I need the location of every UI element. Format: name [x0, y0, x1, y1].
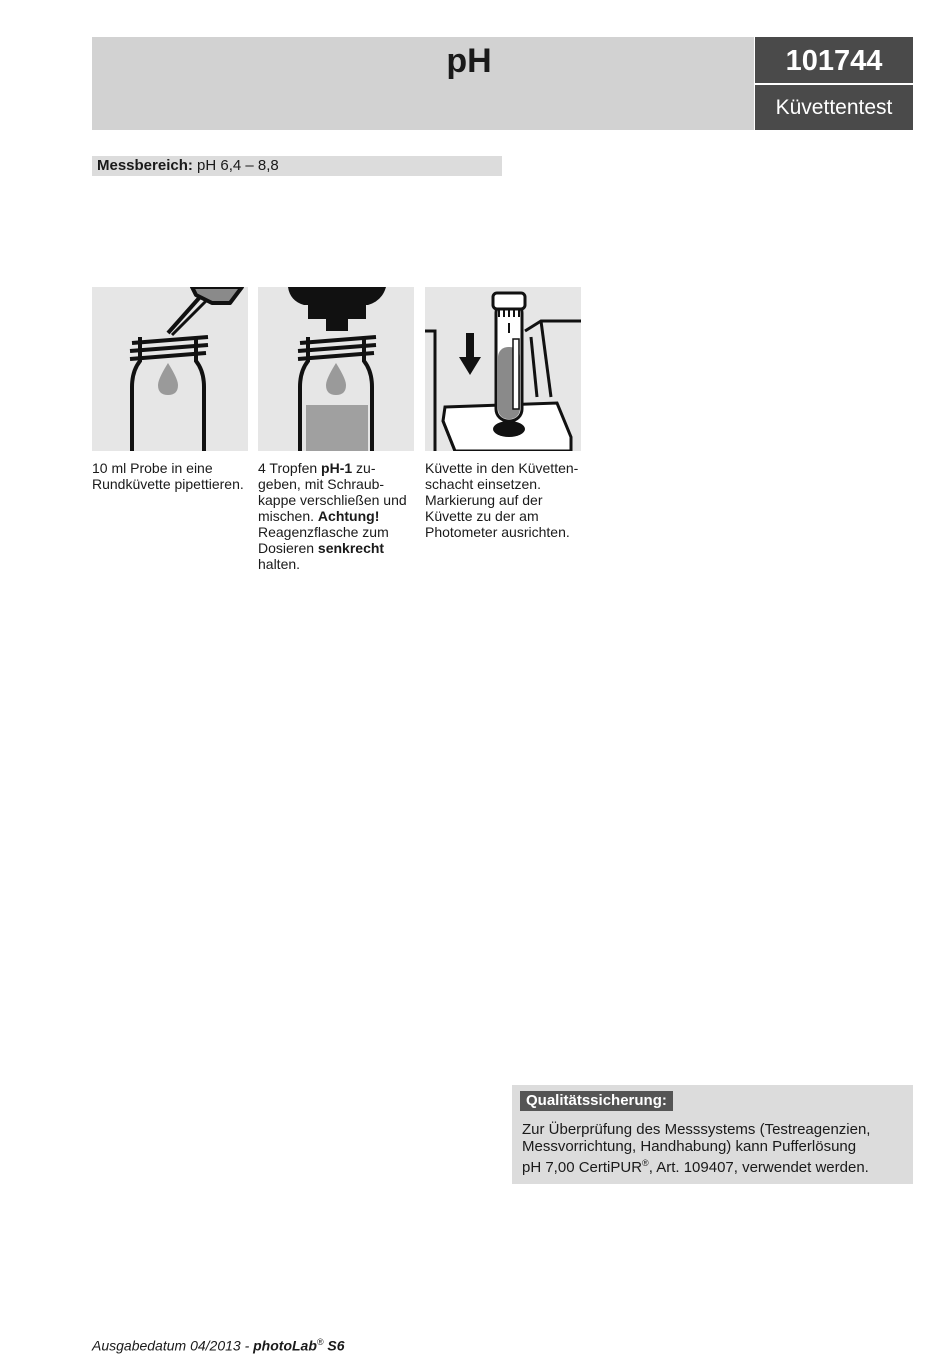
- reagent-drops-into-vial-icon: [258, 287, 414, 451]
- quality-assurance-label: Qualitätssicherung:: [520, 1091, 673, 1111]
- article-number: 101744: [755, 37, 913, 83]
- measuring-range: [92, 156, 502, 176]
- insert-cell-into-photometer-icon: [425, 287, 581, 451]
- step-3-text: Küvette in den Küvetten- schacht einsetzen. Markierung auf der Küvette zu der am Photometer ausrichten.: [425, 460, 579, 540]
- measuring-range-label: Messbereich:: [97, 157, 193, 174]
- footer: Ausgabedatum 04/2013 - photoLab® S6: [92, 1337, 345, 1354]
- step-2-text: 4 Tropfen pH-1 zu- geben, mit Schraub- kappe verschließen und mischen. Achtung! Reagenzflasche zum Dosieren senkrecht halten.: [258, 460, 407, 572]
- quality-assurance-text: Zur Überprüfung des Messsystems (Testreagenzien, Messvorrichtung, Handhabung) kann Pufferlösung pH 7,00 CertiPUR®, Art. 109407, verwendet werden.: [522, 1121, 871, 1176]
- pipette-into-vial-icon: [92, 287, 248, 451]
- measuring-range-value: pH 6,4 – 8,8: [197, 157, 279, 174]
- step-1-text: 10 ml Probe in eine Rundküvette pipettieren.: [92, 460, 244, 492]
- test-type-label: Küvettentest: [755, 85, 913, 130]
- page-title: pH: [446, 42, 492, 80]
